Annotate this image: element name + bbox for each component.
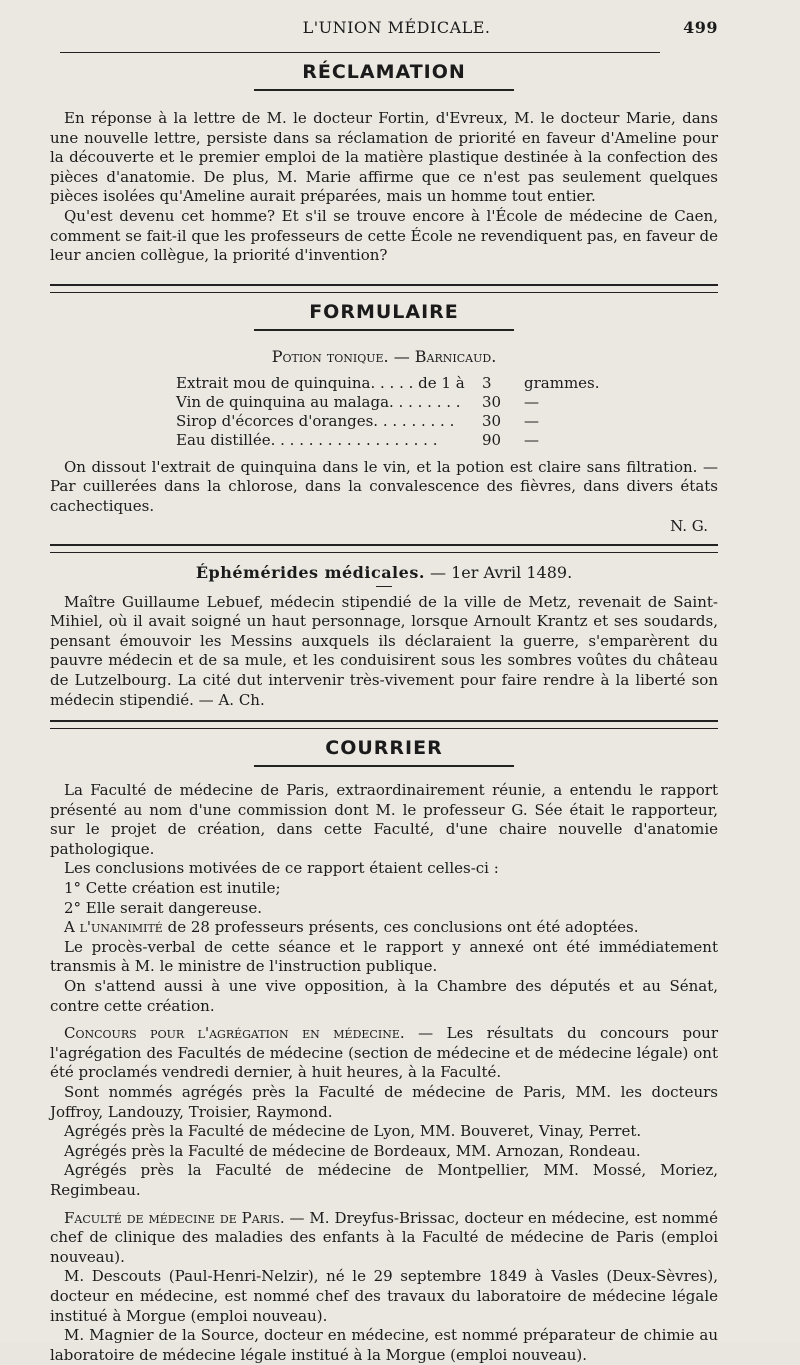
ephemerides-text: Maître Guillaume Lebuef, médecin stipendié de la ville de Metz, revenait de Saint-Mihiel, où il avait soigné un haut personnage, lorsque Arnoult Krantz et ses soudards, pensant émouvoir les Messins auxquels ils déclaraient la guerre, s'emparèrent du pauvre médecin et de sa mule, et les conduisirent sous les sombres voûtes du château de Lutzelbourg. La cité dut intervenir très-vivement pour faire rendre à la liberté son médecin stipendié. — A. Ch. xyxy=(50,592,718,709)
courrier-paragraph xyxy=(50,1024,718,1083)
courrier-paragraph: La Faculté de médecine de Paris, extraordinairement réunie, a entendu le rapport présenté au nom d'une commission dont M. le professeur G. Sée était le rapporteur, sur le projet de création, dans cette Faculté, d'une chaire nouvelle d'anatomie pathologique. xyxy=(50,781,718,858)
ingredient-unit: grammes. xyxy=(524,373,600,392)
ingredient-qty: 3 xyxy=(482,373,492,392)
courrier-paragraph: On s'attend aussi à une vive opposition, à la Chambre des députés et au Sénat, contre cette création. xyxy=(50,977,718,1015)
ingredient-name: Extrait mou de quinquina. . . . . de 1 à xyxy=(176,373,465,392)
recipe-instructions: On dissout l'extrait de quinquina dans le vin, et la potion est claire sans filtration. — Par cuillerées dans la chlorose, dans la convalescence des fièvres, dans divers états cachectiques. xyxy=(50,457,718,515)
paragraph-text: — Les résultats du concours pour l'agrégation des Facultés de médecine (section de médecine et de médecine légale) ont été proclamés vendredi dernier, à huit heures, à la Faculté. xyxy=(50,1024,718,1082)
ephemerides-date: — 1er Avril 1489. xyxy=(429,562,573,582)
recipe-table xyxy=(176,374,600,450)
section-ephemerides xyxy=(50,563,718,711)
header-rule xyxy=(60,52,660,53)
small-caps-lead: Concours pour l'agrégation en médecine. xyxy=(64,1024,405,1043)
courrier-paragraph: Agrégés près la Faculté de médecine de Bordeaux, MM. Arnozan, Rondeau. xyxy=(64,1141,641,1160)
title-underline xyxy=(254,89,514,91)
recipe-signature: N. G. xyxy=(670,516,708,535)
courrier-paragraph: 2° Elle serait dangereuse. xyxy=(64,898,263,917)
ingredient-name: Sirop d'écorces d'oranges. . . . . . . . . xyxy=(176,411,455,430)
ingredient-name: Vin de quinquina au malaga. . . . . . . . xyxy=(176,392,461,411)
ingredient-qty: 30 xyxy=(482,392,502,411)
paragraph-text: — M. Dreyfus-Brissac, docteur en médecine, est nommé chef de clinique des maladies des enfants à la Faculté de médecine de Paris (emploi nouveau). xyxy=(50,1208,718,1266)
recipe-row xyxy=(176,431,600,450)
section-courrier xyxy=(50,737,718,1365)
ingredient-name: Eau distillée. . . . . . . . . . . . . . . . . . xyxy=(176,430,438,449)
courrier-paragraph: 1° Cette création est inutile; xyxy=(64,879,281,898)
ingredient-unit: — xyxy=(524,430,539,449)
paragraph-text: de 28 professeurs présents, ces conclusions ont été adoptées. xyxy=(162,918,639,937)
section-title-courrier: COURRIER xyxy=(325,737,443,760)
small-caps-lead: A l'unanimité xyxy=(64,918,163,937)
reclamation-paragraph-1: En réponse à la lettre de M. le docteur Fortin, d'Evreux, M. le docteur Marie, dans une nouvelle lettre, persiste dans sa réclamation de priorité en faveur d'Ameline pour la découverte et le premier emploi de la matière plastique destinée à la confection des pièces d'anatomie. De plus, M. Marie affirme que ce n'est pas seulement quelques pièces isolées qu'Ameline aurait préparées, mais un homme tout entier. xyxy=(50,109,718,206)
ingredient-unit: — xyxy=(524,392,539,411)
section-divider xyxy=(50,544,718,553)
courrier-paragraph: M. Magnier de la Source, docteur en médecine, est nommé préparateur de chimie au laboratoire de médecine légale institué à la Morgue (emploi nouveau). xyxy=(50,1326,718,1364)
courrier-paragraph: M. Descouts (Paul-Henri-Nelzir), né le 29 septembre 1849 à Vasles (Deux-Sèvres), docteur en médecine, est nommé chef des travaux du laboratoire de médecine légale institué à Morgue (emploi nouveau). xyxy=(50,1267,718,1325)
title-underline xyxy=(254,765,514,767)
recipe-row xyxy=(176,374,600,393)
courrier-paragraph: Les conclusions motivées de ce rapport étaient celles-ci : xyxy=(64,859,499,878)
ingredient-qty: 30 xyxy=(482,411,502,430)
courrier-paragraph xyxy=(50,1209,718,1268)
section-divider xyxy=(50,284,718,293)
section-formulaire xyxy=(50,301,718,536)
recipe-row xyxy=(176,393,600,412)
recipe-title: Potion tonique. — Barnicaud. xyxy=(271,346,497,366)
reclamation-paragraph-2: Qu'est devenu cet homme? Et s'il se trouve encore à l'École de médecine de Caen, comment se fait-il que les professeurs de cette École ne revendiquent pas, en faveur de leur ancien collègue, la priorité d'invention? xyxy=(50,206,718,265)
title-underline xyxy=(254,329,514,331)
section-divider xyxy=(50,720,718,729)
courrier-paragraph: Agrégés près la Faculté de médecine de Montpellier, MM. Mossé, Moriez, Regimbeau. xyxy=(50,1161,718,1199)
section-title-formulaire: FORMULAIRE xyxy=(309,300,459,323)
courrier-paragraph: Agrégés près la Faculté de médecine de Lyon, MM. Bouveret, Vinay, Perret. xyxy=(64,1122,642,1141)
ephemerides-title: Éphémérides médicales. xyxy=(195,562,425,582)
courrier-paragraph: Le procès-verbal de cette séance et le rapport y annexé ont été immédiatement transmis à M. le ministre de l'instruction publique. xyxy=(50,937,718,976)
title-dash xyxy=(376,586,392,587)
courrier-paragraph: Sont nommés agrégés près la Faculté de médecine de Paris, MM. les docteurs Joffroy, Landouzy, Troisier, Raymond. xyxy=(50,1083,718,1121)
section-reclamation xyxy=(50,61,718,266)
section-title-reclamation: RÉCLAMATION xyxy=(302,61,466,83)
journal-title: L'UNION MÉDICALE. xyxy=(302,18,491,37)
courrier-paragraph xyxy=(50,918,718,938)
ephemerides-heading xyxy=(50,563,718,582)
small-caps-lead: Faculté de médecine de Paris. xyxy=(64,1208,285,1227)
ingredient-qty: 90 xyxy=(482,430,502,449)
page-number: 499 xyxy=(683,18,718,37)
recipe-row xyxy=(176,412,600,431)
running-header xyxy=(50,18,718,52)
ingredient-unit: — xyxy=(524,411,539,430)
